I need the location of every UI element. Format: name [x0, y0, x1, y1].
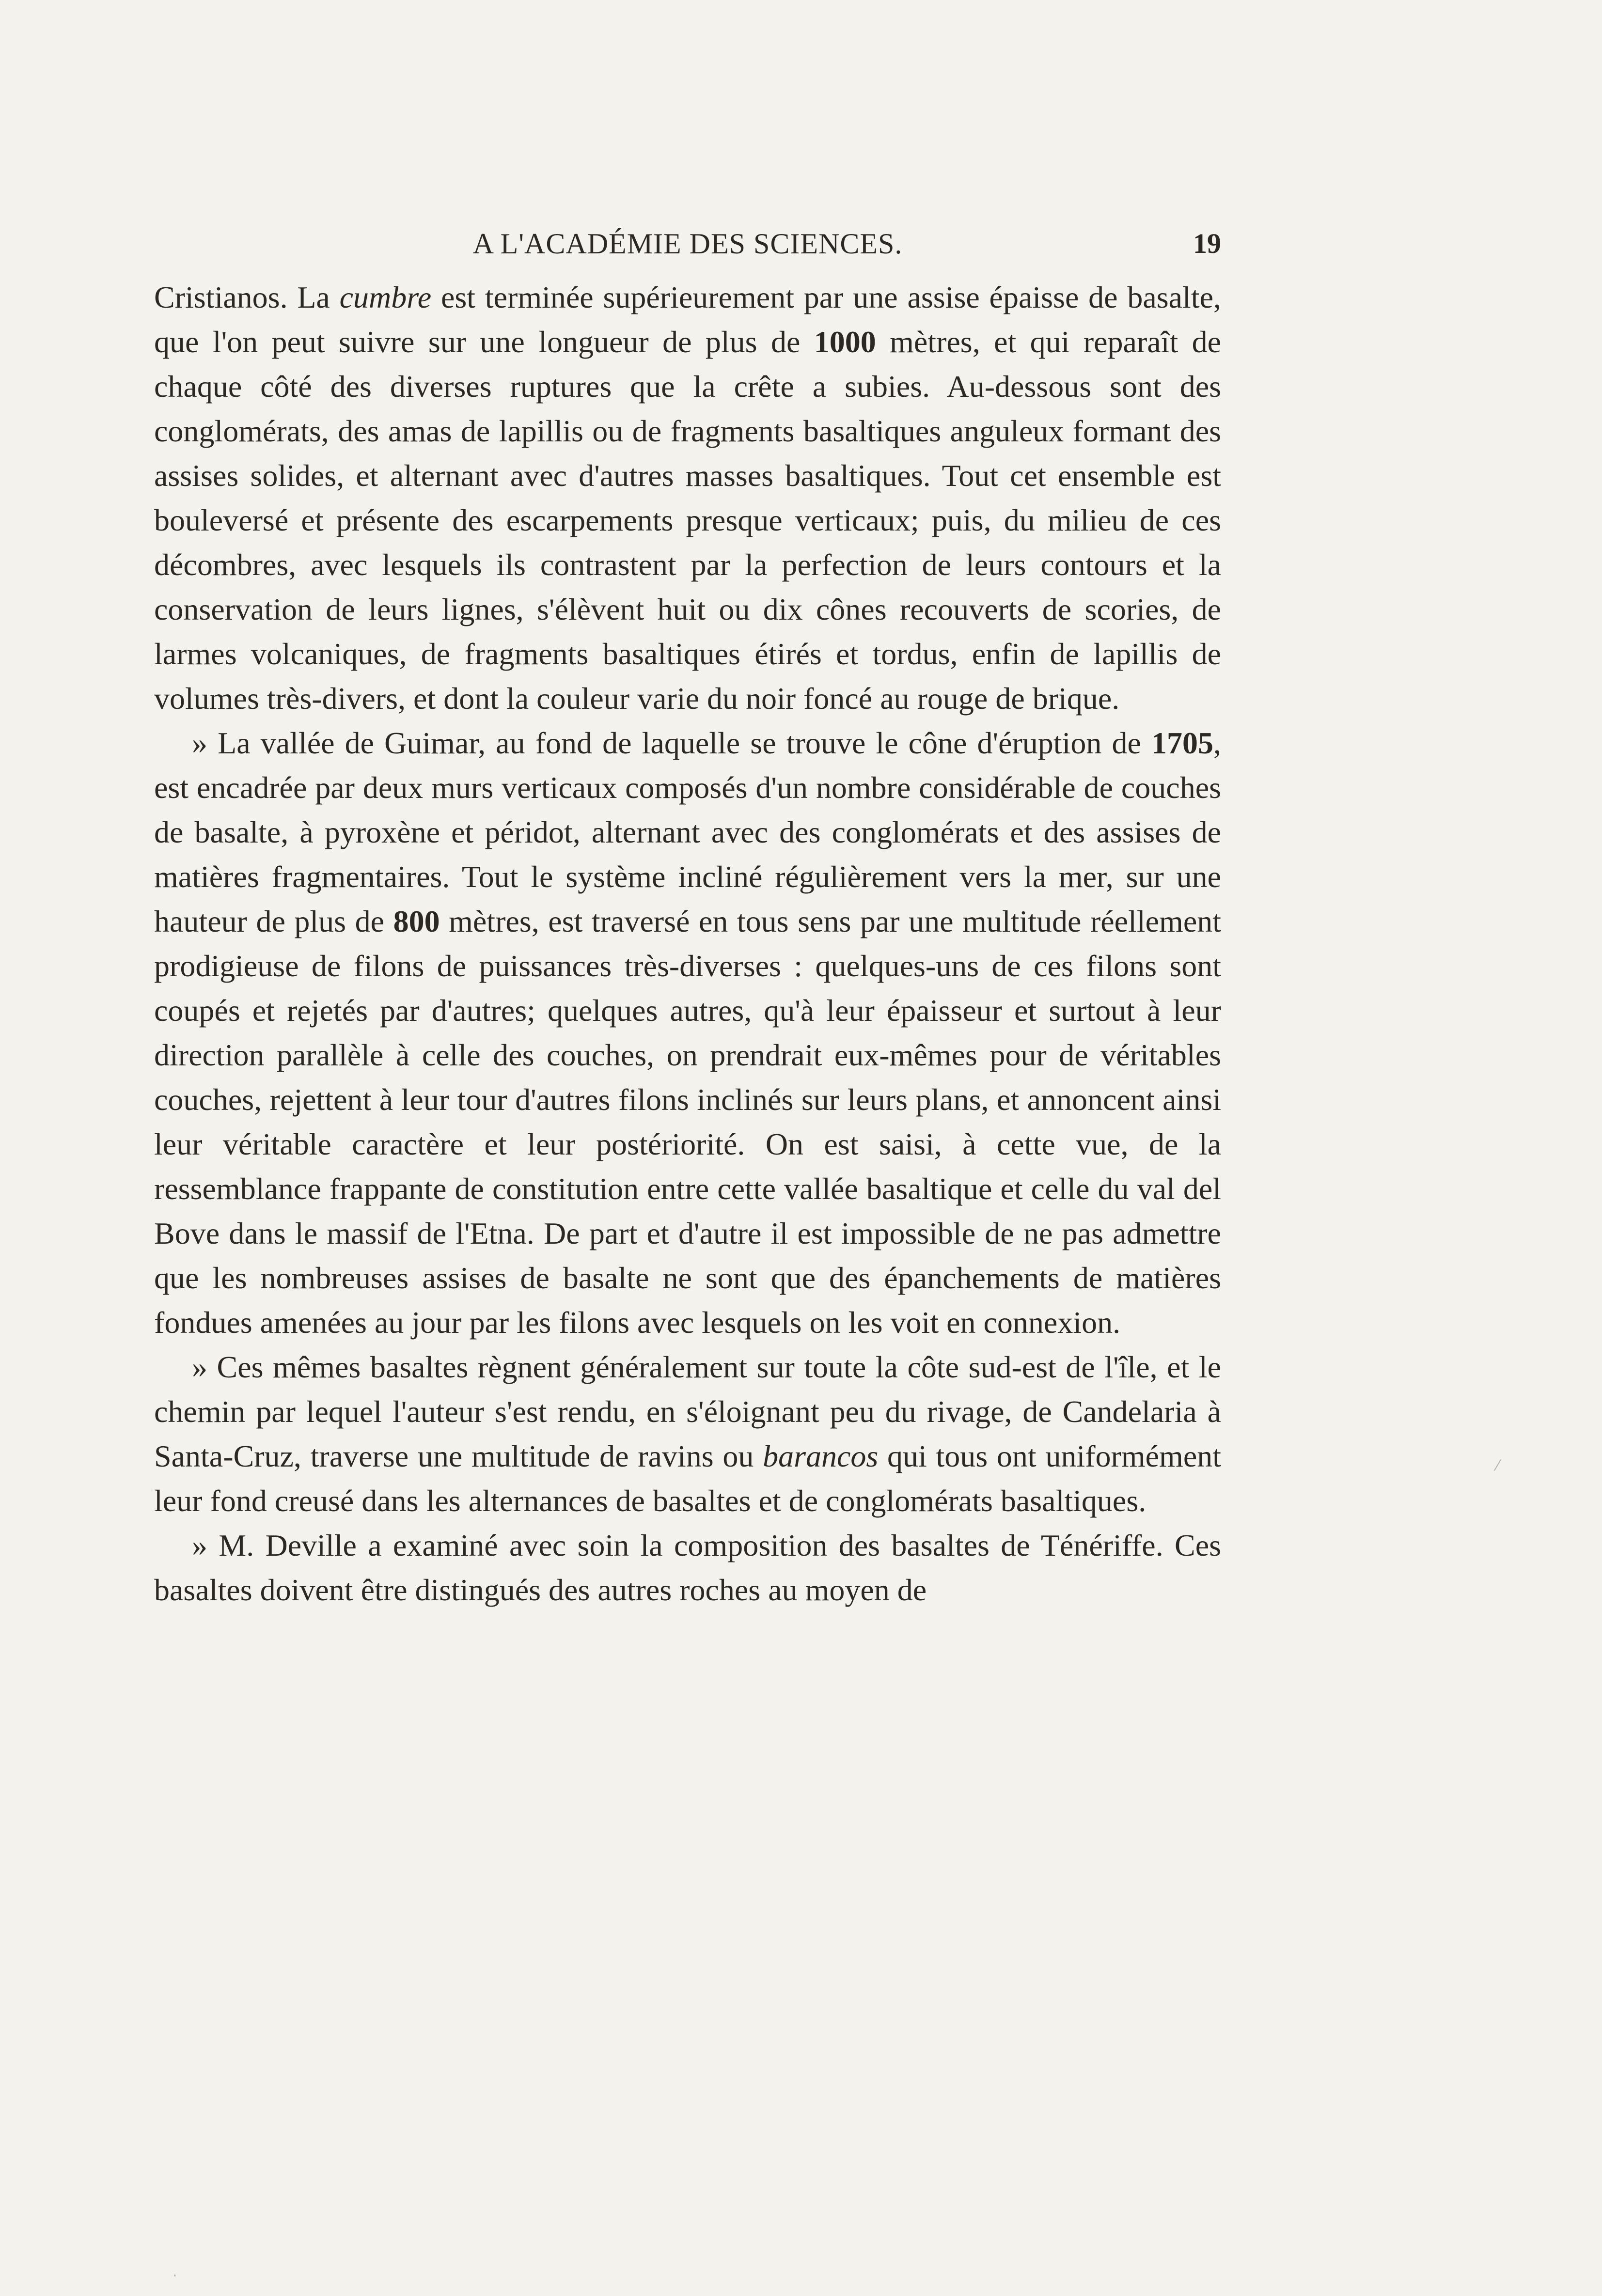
body-text — [154, 275, 1221, 1612]
running-title: A L'ACADÉMIE DES SCIENCES. — [472, 228, 903, 260]
paragraph — [154, 1523, 1221, 1612]
number: 800 — [393, 904, 440, 938]
italic-term: barancos — [763, 1439, 879, 1473]
text-segment: » Ces mêmes basaltes règnent généralement sur toute la côte sud-est de l'île, et le chemin par lequel l'auteur s'est rendu, en s'éloignant peu du rivage, de Candelaria à Santa-Cruz, traverse une multitude de ravins ou — [154, 1350, 1221, 1473]
text-segment: » M. Deville a examiné avec soin la composition des basaltes de Ténériffe. Ces basaltes doivent être distingués des autres roches au moyen de — [154, 1528, 1221, 1607]
number: 1705 — [1151, 726, 1213, 760]
text-segment: qui tous ont uniformément leur fond creusé dans les alternances de basaltes et de conglomérats basaltiques. — [154, 1439, 1222, 1518]
text-segment: » La vallée de Guimar, au fond de laquelle se trouve le cône d'éruption de — [192, 726, 1151, 760]
number: 1000 — [814, 325, 876, 359]
text-segment: mètres, est traversé en tous sens par une multitude réellement prodigieuse de filons de puissances très-diverses : quelques-uns de ces filons sont coupés et rejetés par d'autres; quelques autres, qu'à leur épaisseur et surtout à leur direction parallèle à celle des couches, on prendrait eux-mêmes pour de véritables couches, rejettent à leur tour d'autres filons inclinés sur leurs plans, et annoncent ainsi leur véritable caractère et leur postériorité. On est saisi, à cette vue, de la ressemblance frappante de constitution entre cette vallée basaltique et celle du val del Bove dans le massif de l'Etna. De part et d'autre il est impossible de ne pas admettre que les nombreuses assises de basalte ne sont que des épanchements de matières fondues amenées au jour par les filons avec lesquels on les voit en connexion. — [154, 904, 1222, 1340]
text-segment: mètres, et qui reparaît de chaque côté des diverses ruptures que la crête a subies. Au-dessous sont des conglomérats, des amas de lapillis ou de fragments basaltiques anguleux formant des assises solides, et alternant avec d'autres masses basaltiques. Tout cet ensemble est bouleversé et présente des escarpements presque verticaux; puis, du milieu de ces décombres, avec lesquels ils contrastent par la perfection de leurs contours et la conservation de leurs lignes, s'élèvent huit ou dix cônes recouverts de scories, de larmes volcaniques, de fragments basaltiques étirés et tordus, enfin de lapillis de volumes très-divers, et dont la couleur varie du noir foncé au rouge de brique. — [154, 325, 1222, 716]
scan-speck: · — [173, 2267, 177, 2284]
paragraph — [154, 721, 1221, 1345]
running-head — [154, 222, 1221, 266]
scan-speck: ⁄ — [1496, 1457, 1499, 1474]
page-number: 19 — [1193, 228, 1221, 259]
text-segment: est terminée supérieurement par une assise épaisse de basalte, que l'on peut suivre sur une longueur de plus de — [154, 280, 1222, 359]
italic-term: cumbre — [339, 280, 432, 314]
text-segment: , est encadrée par deux murs verticaux composés d'un nombre considérable de couches de basalte, à pyroxène et péridot, alternant avec des conglomérats et des assises de matières fragmentaires. Tout le système incliné régulièrement vers la mer, sur une hauteur de plus de — [154, 726, 1221, 938]
paragraph — [154, 1345, 1221, 1523]
paragraph — [154, 275, 1221, 721]
text-segment: Cristianos. La — [154, 280, 340, 314]
